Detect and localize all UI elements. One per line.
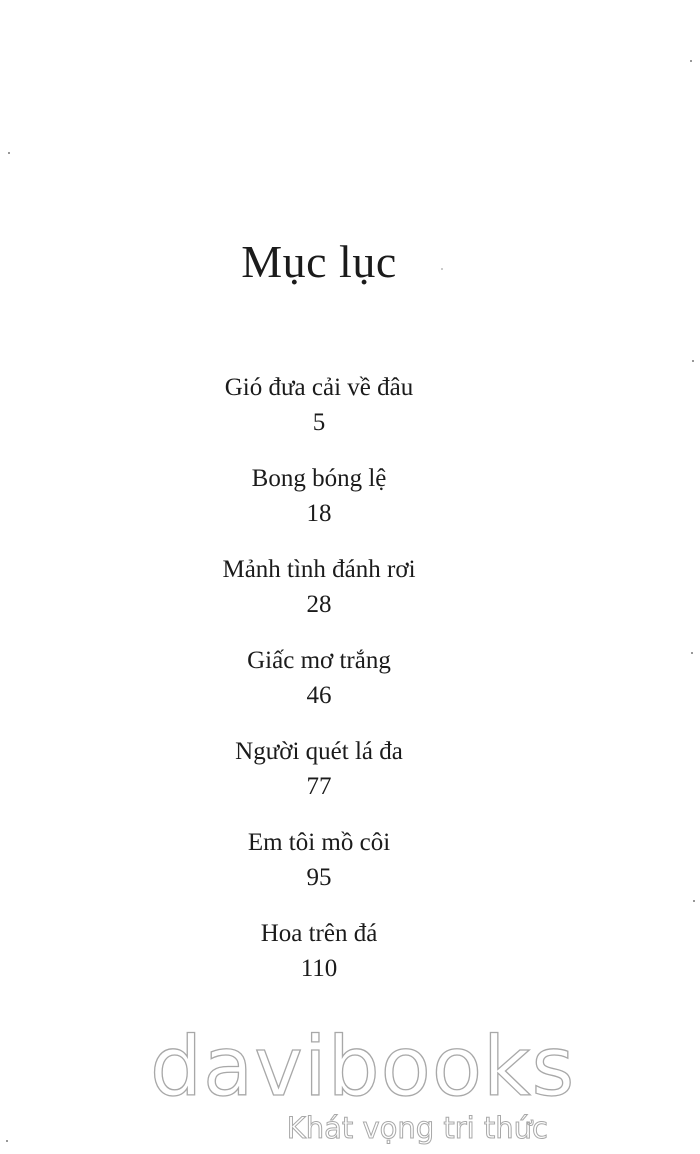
page-title: Mục lục xyxy=(241,236,397,287)
toc-entry xyxy=(0,825,638,916)
toc-entry xyxy=(0,734,638,825)
toc-entry xyxy=(0,552,638,643)
toc-entry-title: Hoa trên đá xyxy=(260,920,378,947)
scan-speck xyxy=(8,152,10,154)
toc-entry-page-number: 95 xyxy=(306,864,332,891)
scan-speck xyxy=(441,268,443,270)
toc-entry-page-number: 110 xyxy=(300,955,338,982)
toc-entry-title: Em tôi mồ côi xyxy=(247,829,391,856)
toc-entry-title: Gió đưa cải về đâu xyxy=(224,374,414,401)
toc-entry-page-number: 46 xyxy=(306,682,332,709)
toc-entry xyxy=(0,370,638,461)
scan-speck xyxy=(690,60,692,62)
toc-entry-title: Bong bóng lệ xyxy=(251,465,387,492)
toc-entry-title: Giấc mơ trắng xyxy=(247,647,391,674)
scan-speck xyxy=(691,652,693,654)
toc-entry xyxy=(0,916,638,1007)
toc-entry-title: Mảnh tình đánh rơi xyxy=(222,556,416,583)
watermark-logo: davibooks xyxy=(150,1020,576,1115)
table-of-contents xyxy=(0,370,638,1007)
scan-speck xyxy=(6,1140,8,1142)
toc-entry-page-number: 77 xyxy=(306,773,332,800)
toc-entry-title: Người quét lá đa xyxy=(235,738,403,765)
toc-entry-page-number: 18 xyxy=(306,500,332,527)
scan-speck xyxy=(692,360,694,362)
publisher-watermark xyxy=(150,1020,576,1150)
toc-entry xyxy=(0,643,638,734)
toc-entry-page-number: 5 xyxy=(312,409,326,436)
toc-entry-page-number: 28 xyxy=(306,591,332,618)
watermark-tagline: Khát vọng tri thức xyxy=(286,1111,548,1145)
scan-speck xyxy=(693,900,695,902)
toc-entry xyxy=(0,461,638,552)
